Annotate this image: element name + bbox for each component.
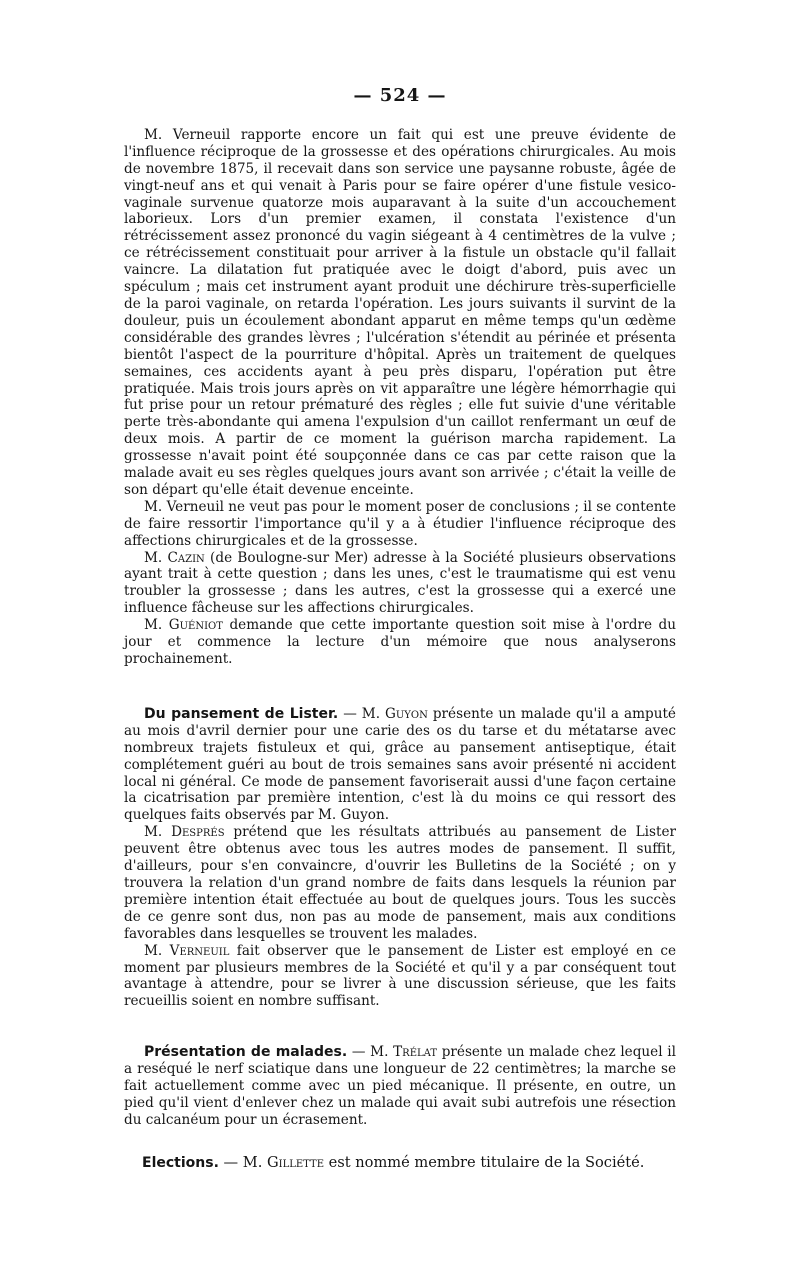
- section-elections: [124, 1155, 676, 1172]
- author-name: Guyon: [385, 705, 428, 722]
- section-title: Présentation de malades.: [144, 1044, 348, 1061]
- paragraph-verneuil-case: M. Verneuil rapporte encore un fait qui est une preuve évidente de l'influence réciproque de la grossesse et des opérations chirurgicales. Au mois de novembre 1875, il recevait dans son service une paysanne robuste, âgée de vingt-neuf ans et qui venait à Paris pour se faire opérer d'une fistule vesico-vaginale survenue quatorze mois auparavant à la suite d'un accouchement laborieux. Lors d'un premier examen, il constata l'existence d'un rétrécissement assez prononcé du vagin siégeant à 4 centimètres de la vulve ; ce rétrécissement constituait pour arriver à la fistule un obstacle qu'il fallait vaincre. La dilatation fut pratiquée avec le doigt d'abord, puis avec un spéculum ; mais cet instrument ayant produit une déchirure très-superficielle de la paroi vaginale, on retarda l'opération. Les jours suivants il survint de la douleur, puis un écoulement abondant apparut en même temps qu'un œdème considérable des grandes lèvres ; l'ulcération s'étendit au périnée et présenta bientôt l'aspect de la pourriture d'hôpital. Après un traitement de quelques semaines, ces accidents ayant à peu près disparu, l'opération put être pratiquée. Mais trois jours après on vit apparaître une légère hémorrhagie qui fut prise pour un retour prématuré des règles ; elle fut suivie d'une véritable perte très-abondante qui amena l'expulsion d'un caillot renfermant un œuf de deux mois. A partir de ce moment la guérison marcha rapidement. La grossesse n'avait point été soupçonnée dans ce cas par cette raison que la malade avait eu ses règles quelques jours avant son arrivée ; c'était la veille de son départ qu'elle était devenue enceinte.: [124, 126, 676, 498]
- section-title: Du pansement de Lister.: [144, 705, 339, 722]
- author-name: Verneuil: [169, 942, 230, 959]
- author-name: Després: [171, 824, 225, 841]
- author-name: Trélat: [393, 1044, 437, 1061]
- text-fragment: (de Boulogne-sur Mer) adresse à la Société plusieurs observations ayant trait à cette question ; dans les unes, c'est le traumatisme qui est venu troubler la grossesse ; dans les autres, c'est la grossesse qui a exercé une influence fâcheuse sur les affections chirurgicales.: [124, 549, 677, 617]
- text-fragment: présente un malade chez lequel il a reséqué le nerf sciatique dans une longueur de 22 centimètres; la marche se fait actuellement comme avec un pied mécanique. Il présente, en outre, un pied qu'il vient d'enlever chez un malade qui avait subi autrefois une résection du calcanéum pour un écrasement.: [124, 1044, 676, 1128]
- author-name: Gillette: [266, 1153, 324, 1171]
- document-page: [124, 85, 677, 1172]
- text-fragment: M.: [144, 824, 172, 841]
- section-title: Elections.: [142, 1154, 219, 1171]
- paragraph-despres: [124, 824, 676, 942]
- text-fragment: demande que cette importante question soit mise à l'ordre du jour et commence la lecture d'un mémoire que nous analyserons prochainement.: [124, 617, 676, 667]
- section-lister: [124, 706, 676, 824]
- page-number-header: — 524 —: [353, 85, 447, 106]
- text-fragment: M.: [144, 942, 170, 959]
- section-presentation: [124, 1044, 676, 1129]
- text-fragment: — M.: [347, 1044, 394, 1061]
- text-fragment: présente un malade qu'il a amputé au mois d'avril dernier pour une carie des os du tarse et du métatarse avec nombreux trajets fistuleux et qui, grâce au pansement antiseptique, était complétement guéri au bout de trois semaines sans avoir présenté ni accident local ni général. Ce mode de pansement favoriserait aussi d'une façon certaine la cicatrisation par première intention, c'est là du moins ce qui ressort des quelques faits observés par M. Guyon.: [124, 705, 676, 824]
- author-name: Guéniot: [168, 617, 223, 634]
- text-fragment: — M.: [218, 1153, 267, 1171]
- text-fragment: M.: [144, 549, 168, 566]
- text-fragment: est nommé membre titulaire de la Société.: [324, 1153, 645, 1171]
- paragraph-cazin: [124, 550, 676, 618]
- paragraph-verneuil-lister: [124, 943, 676, 1011]
- author-name: Cazin: [167, 549, 205, 566]
- text-fragment: prétend que les résultats attribués au pansement de Lister peuvent être obtenus avec tous les autres modes de pansement. Il suffit, d'ailleurs, pour s'en convaincre, d'ouvrir les Bulletins de la Société ; on y trouvera la relation d'un grand nombre de faits dans lesquels la réunion par première intention était effectuée au bout de quelques jours. Tous les succès de ce genre sont dus, non pas au mode de pansement, mais aux conditions favorables dans lesquelles se trouvent les malades.: [124, 824, 676, 942]
- text-fragment: fait observer que le pansement de Lister est employé en ce moment par plusieurs membres de la Société et qu'il y a par conséquent tout avantage à attendre, pour se livrer à une discussion sérieuse, que les faits recueillis soient en nombre suffisant.: [124, 942, 677, 1010]
- text-fragment: M.: [144, 617, 169, 634]
- paragraph-verneuil-conclusions: M. Verneuil ne veut pas pour le moment poser de conclusions ; il se contente de faire ressortir l'importance qu'il y a à étudier l'influence réciproque des affections chirurgicales et de la grossesse.: [124, 498, 676, 549]
- paragraph-gueniot: [124, 617, 676, 668]
- text-fragment: — M.: [338, 705, 386, 722]
